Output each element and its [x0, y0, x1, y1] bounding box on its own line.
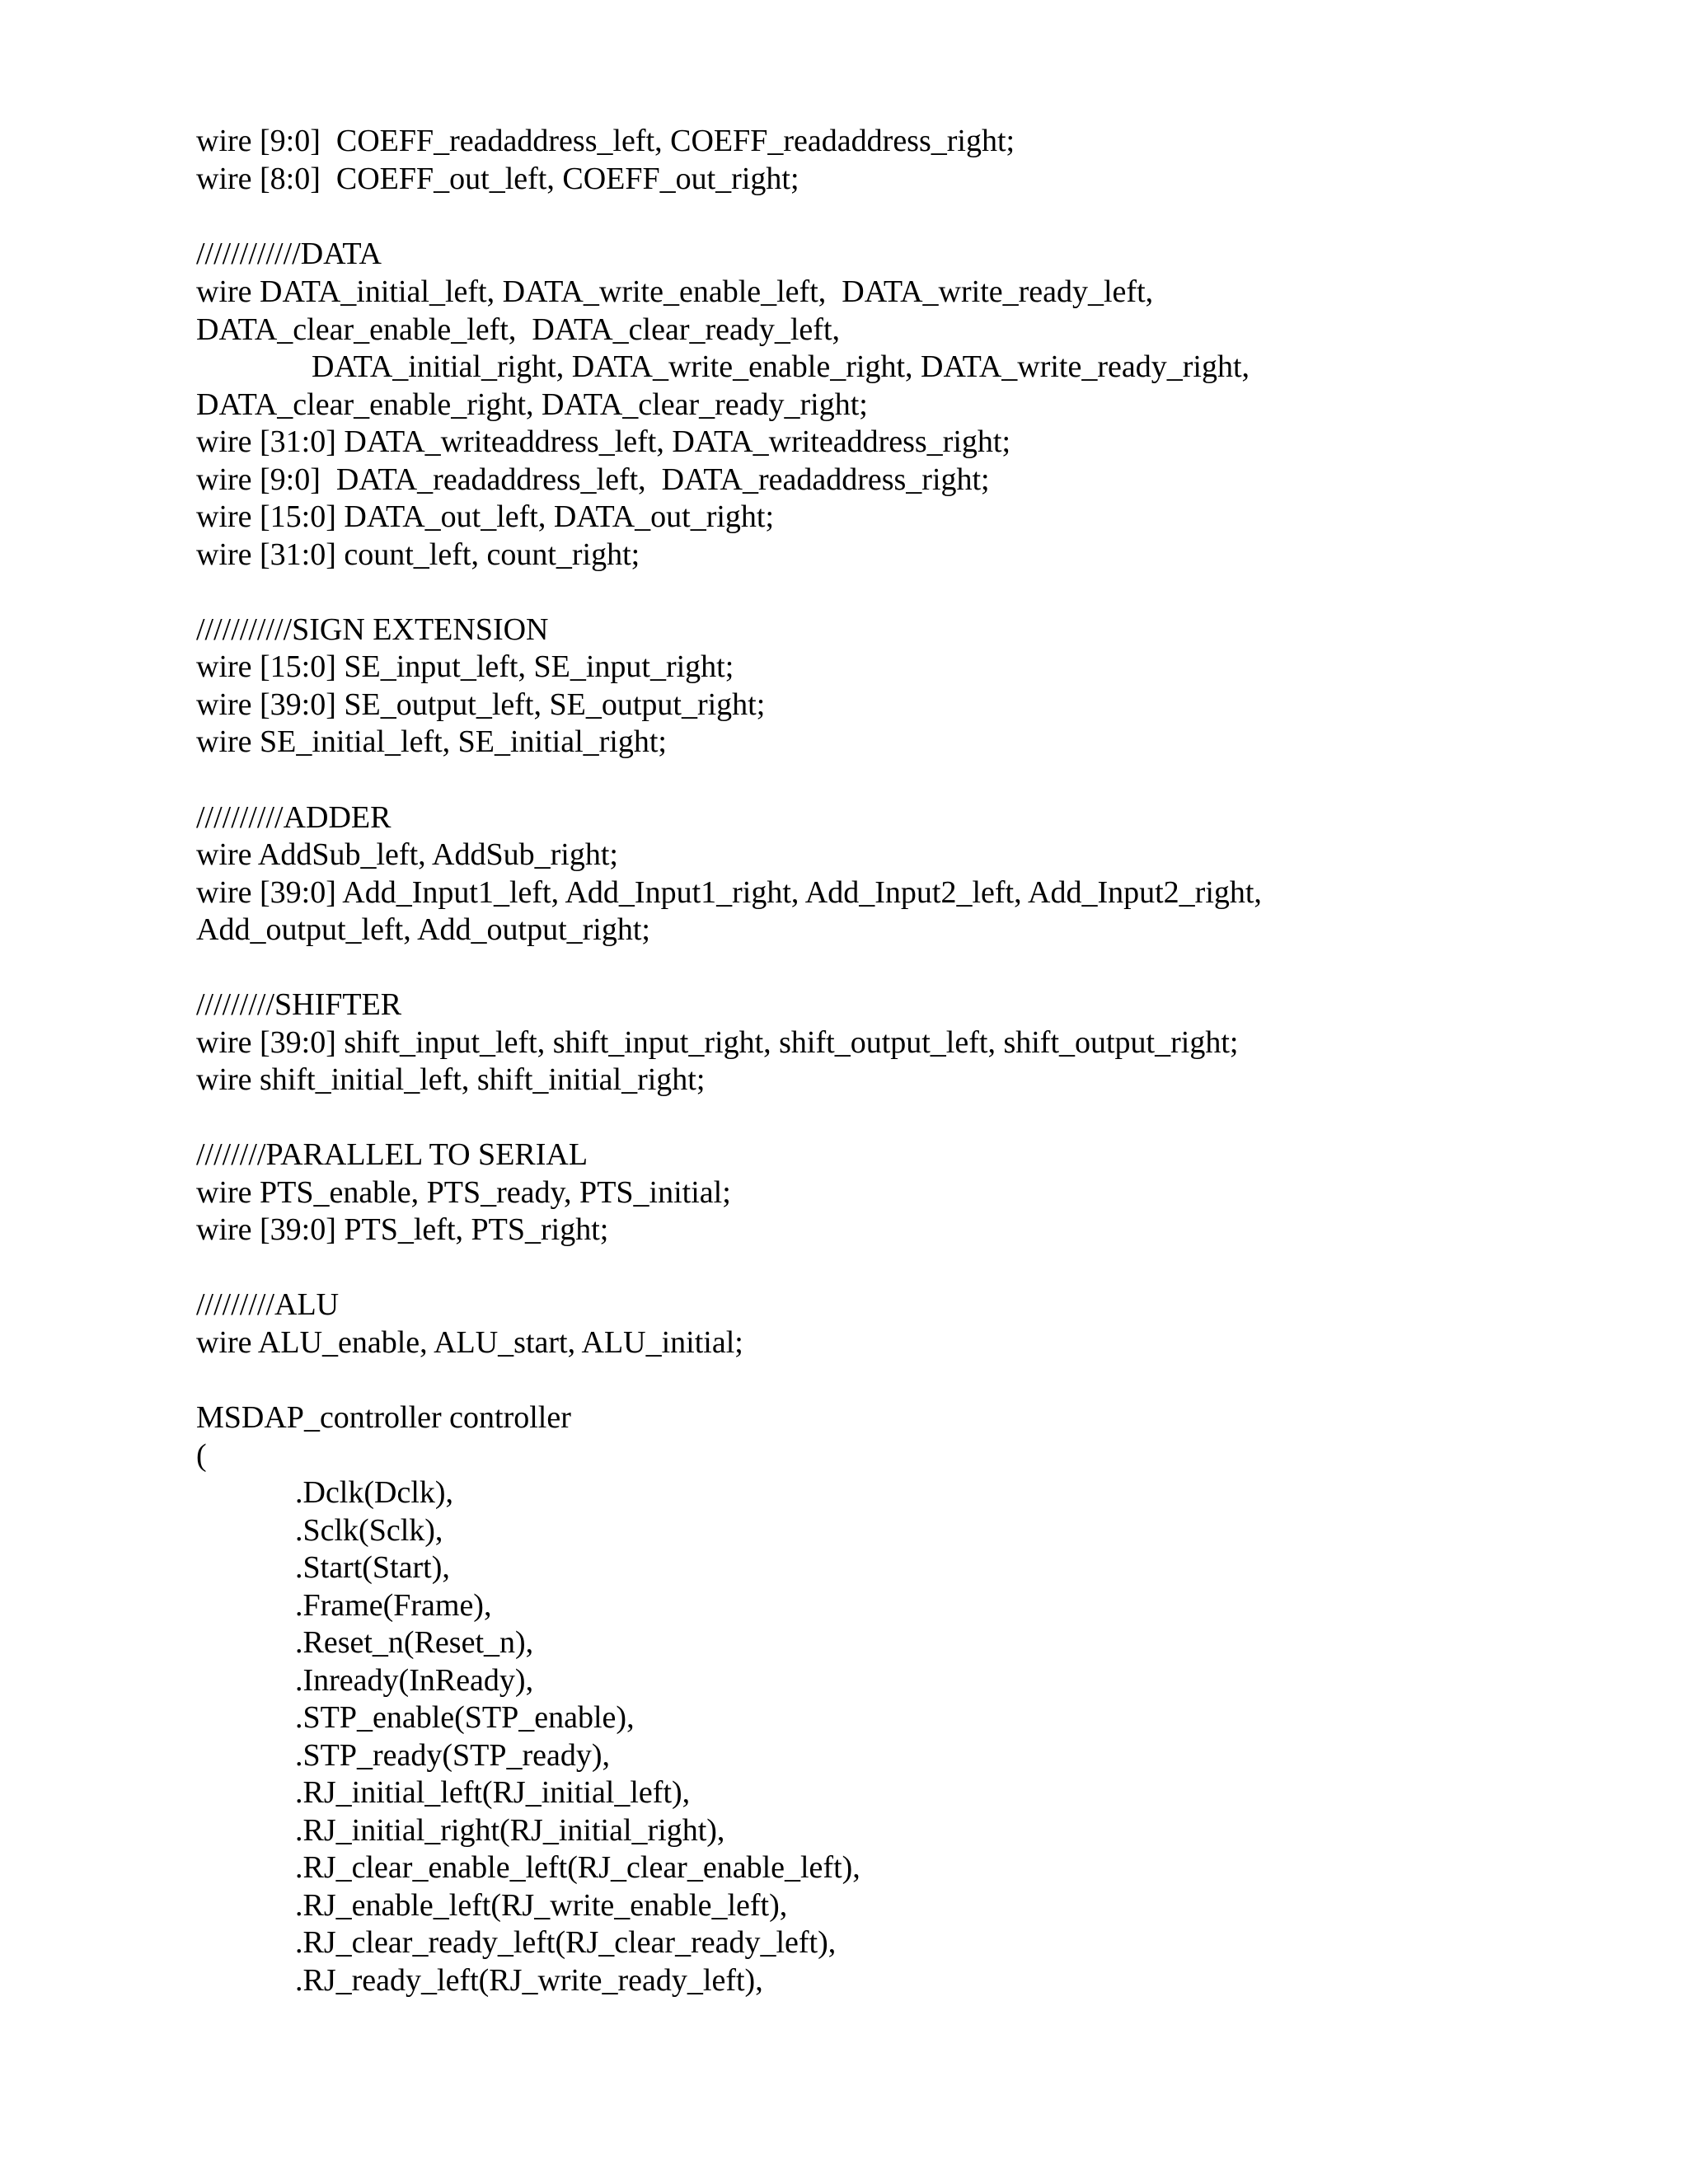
- code-line: wire ALU_enable, ALU_start, ALU_initial;: [196, 1325, 743, 1360]
- port-connection: .RJ_clear_enable_left(RJ_clear_enable_left),: [295, 1850, 860, 1885]
- code-line: DATA_clear_enable_right, DATA_clear_ready_right;: [196, 387, 868, 422]
- port-connection: .RJ_initial_left(RJ_initial_left),: [295, 1775, 691, 1810]
- code-line: wire [31:0] DATA_writeaddress_left, DATA_writeaddress_right;: [196, 424, 1010, 459]
- code-line: wire [9:0] DATA_readaddress_left, DATA_readaddress_right;: [196, 462, 990, 497]
- section-comment: //////////ADDER: [196, 800, 392, 835]
- port-connection: .Frame(Frame),: [295, 1588, 492, 1623]
- code-line: DATA_initial_right, DATA_write_enable_right, DATA_write_ready_right,: [312, 349, 1250, 384]
- port-connection: .Dclk(Dclk),: [295, 1475, 454, 1510]
- code-line: wire [9:0] COEFF_readaddress_left, COEFF_readaddress_right;: [196, 124, 1015, 158]
- module-instance-header: MSDAP_controller controller: [196, 1400, 571, 1435]
- code-line: wire [15:0] SE_input_left, SE_input_right;: [196, 649, 734, 684]
- code-line: wire PTS_enable, PTS_ready, PTS_initial;: [196, 1175, 731, 1210]
- port-connection: .Start(Start),: [295, 1550, 450, 1585]
- port-connection: .Sclk(Sclk),: [295, 1513, 443, 1548]
- code-line: wire SE_initial_left, SE_initial_right;: [196, 724, 667, 759]
- port-connection: .RJ_initial_right(RJ_initial_right),: [295, 1813, 725, 1848]
- section-comment: ////////PARALLEL TO SERIAL: [196, 1137, 588, 1172]
- port-connection: .STP_enable(STP_enable),: [295, 1700, 635, 1735]
- section-comment: ////////////DATA: [196, 237, 382, 271]
- open-paren: (: [196, 1438, 207, 1473]
- section-comment: /////////SHIFTER: [196, 987, 402, 1022]
- port-connection: .RJ_clear_ready_left(RJ_clear_ready_left),: [295, 1925, 837, 1960]
- code-line: wire AddSub_left, AddSub_right;: [196, 837, 618, 872]
- code-line: DATA_clear_enable_left, DATA_clear_ready_left,: [196, 312, 841, 347]
- code-line: wire DATA_initial_left, DATA_write_enable_left, DATA_write_ready_left,: [196, 274, 1154, 309]
- code-line: wire [39:0] SE_output_left, SE_output_right;: [196, 687, 766, 722]
- section-comment: /////////ALU: [196, 1287, 340, 1322]
- port-connection: .RJ_ready_left(RJ_write_ready_left),: [295, 1963, 763, 1998]
- port-connection: .RJ_enable_left(RJ_write_enable_left),: [295, 1888, 788, 1923]
- code-line: wire [39:0] Add_Input1_left, Add_Input1_right, Add_Input2_left, Add_Input2_right,: [196, 875, 1262, 910]
- code-line: wire [39:0] shift_input_left, shift_input_right, shift_output_left, shift_output_right;: [196, 1025, 1239, 1060]
- code-line: Add_output_left, Add_output_right;: [196, 912, 650, 947]
- code-line: wire shift_initial_left, shift_initial_right;: [196, 1062, 706, 1097]
- code-line: wire [15:0] DATA_out_left, DATA_out_right;: [196, 499, 775, 534]
- code-line: wire [8:0] COEFF_out_left, COEFF_out_right;: [196, 162, 799, 196]
- port-connection: .Reset_n(Reset_n),: [295, 1625, 534, 1660]
- code-line: wire [31:0] count_left, count_right;: [196, 537, 640, 572]
- port-connection: .Inready(InReady),: [295, 1663, 534, 1698]
- port-connection: .STP_ready(STP_ready),: [295, 1738, 611, 1773]
- section-comment: ///////////SIGN EXTENSION: [196, 612, 549, 647]
- code-line: wire [39:0] PTS_left, PTS_right;: [196, 1212, 609, 1247]
